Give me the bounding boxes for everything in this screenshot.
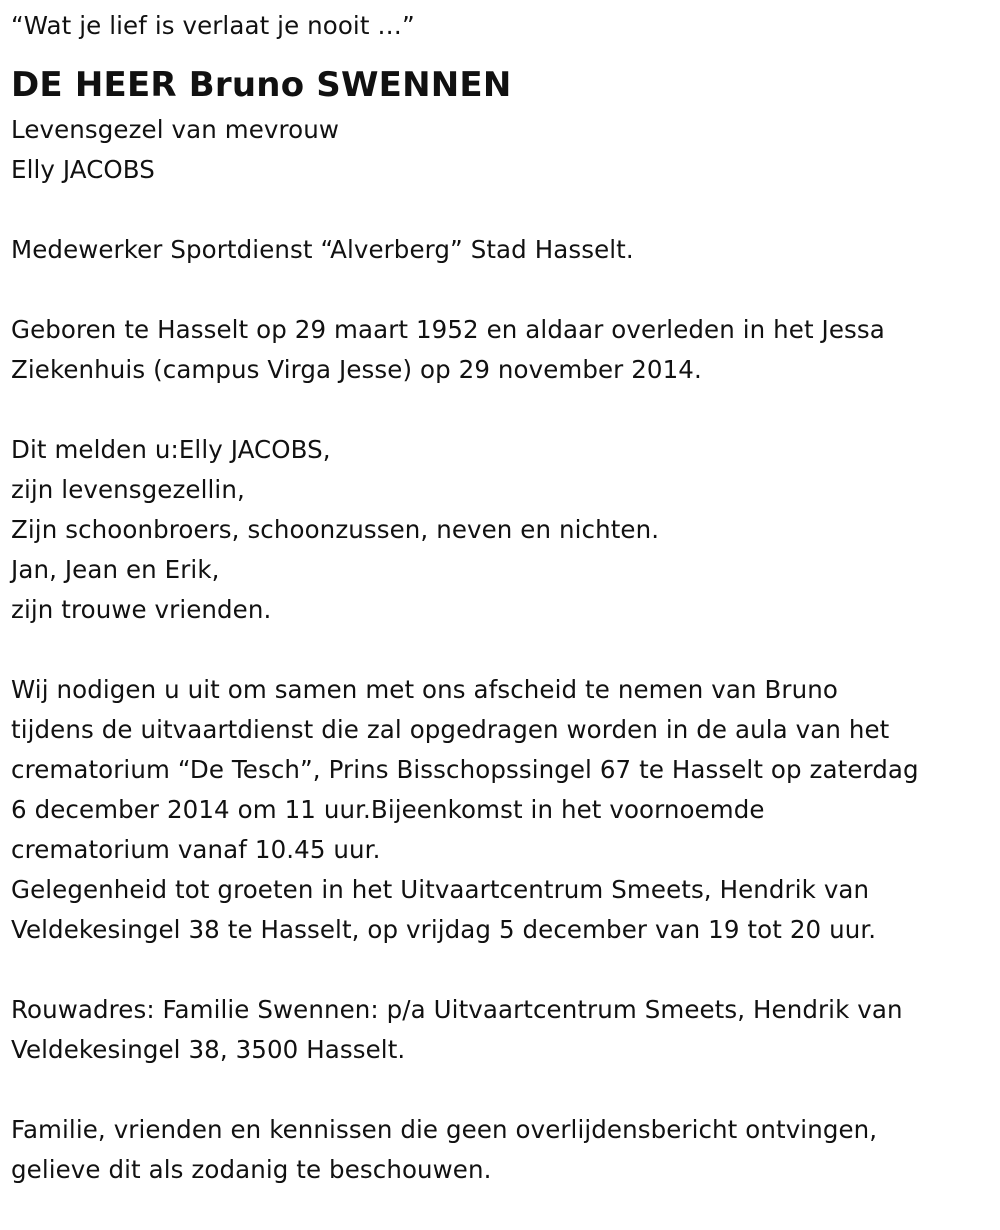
birth-death-line: Ziekenhuis (campus Virga Jesse) op 29 november 2014.: [11, 355, 702, 384]
partner-line: Levensgezel van mevrouw: [11, 115, 339, 144]
ceremony-line: 6 december 2014 om 11 uur.Bijeenkomst in het voornoemde: [11, 795, 765, 824]
announcer-line: zijn levensgezellin,: [11, 475, 245, 504]
closing-line: gelieve dit als zodanig te beschouwen.: [11, 1155, 492, 1184]
spacer: [11, 1070, 1000, 1110]
ceremony-section: [11, 670, 1000, 950]
announcer-line: Jan, Jean en Erik,: [11, 555, 220, 584]
ceremony-line: crematorium “De Tesch”, Prins Bisschopssingel 67 te Hasselt op zaterdag: [11, 755, 919, 784]
closing-section: [11, 1110, 1000, 1190]
ceremony-line: Gelegenheid tot groeten in het Uitvaartcentrum Smeets, Hendrik van: [11, 875, 870, 904]
birth-death-section: [11, 310, 1000, 390]
ceremony-line: crematorium vanaf 10.45 uur.: [11, 835, 381, 864]
spacer: [11, 630, 1000, 670]
address-line: Rouwadres: Familie Swennen: p/a Uitvaartcentrum Smeets, Hendrik van: [11, 995, 903, 1024]
announcer-line: Zijn schoonbroers, schoonzussen, neven en nichten.: [11, 515, 660, 544]
occupation-text: Medewerker Sportdienst “Alverberg” Stad Hasselt.: [11, 235, 634, 264]
announcer-line: zijn trouwe vrienden.: [11, 595, 272, 624]
opening-quote: “Wat je lief is verlaat je nooit …”: [11, 11, 415, 40]
spacer: [11, 270, 1000, 310]
closing-line: Familie, vrienden en kennissen die geen overlijdensbericht ontvingen,: [11, 1115, 878, 1144]
spacer: [11, 950, 1000, 990]
partner-name: Elly JACOBS: [11, 155, 155, 184]
ceremony-line: Veldekesingel 38 te Hasselt, op vrijdag 5 december van 19 tot 20 uur.: [11, 915, 877, 944]
deceased-name-title: DE HEER Bruno SWENNEN: [11, 65, 512, 105]
spacer: [11, 390, 1000, 430]
announcer-line: Dit melden u:Elly JACOBS,: [11, 435, 331, 464]
birth-death-line: Geboren te Hasselt op 29 maart 1952 en aldaar overleden in het Jessa: [11, 315, 885, 344]
announcers-section: [11, 430, 1000, 630]
address-line: Veldekesingel 38, 3500 Hasselt.: [11, 1035, 406, 1064]
spacer: [11, 190, 1000, 230]
ceremony-line: Wij nodigen u uit om samen met ons afscheid te nemen van Bruno: [11, 675, 838, 704]
partner-section: [11, 110, 1000, 190]
address-section: [11, 990, 1000, 1070]
ceremony-line: tijdens de uitvaartdienst die zal opgedragen worden in de aula van het: [11, 715, 890, 744]
